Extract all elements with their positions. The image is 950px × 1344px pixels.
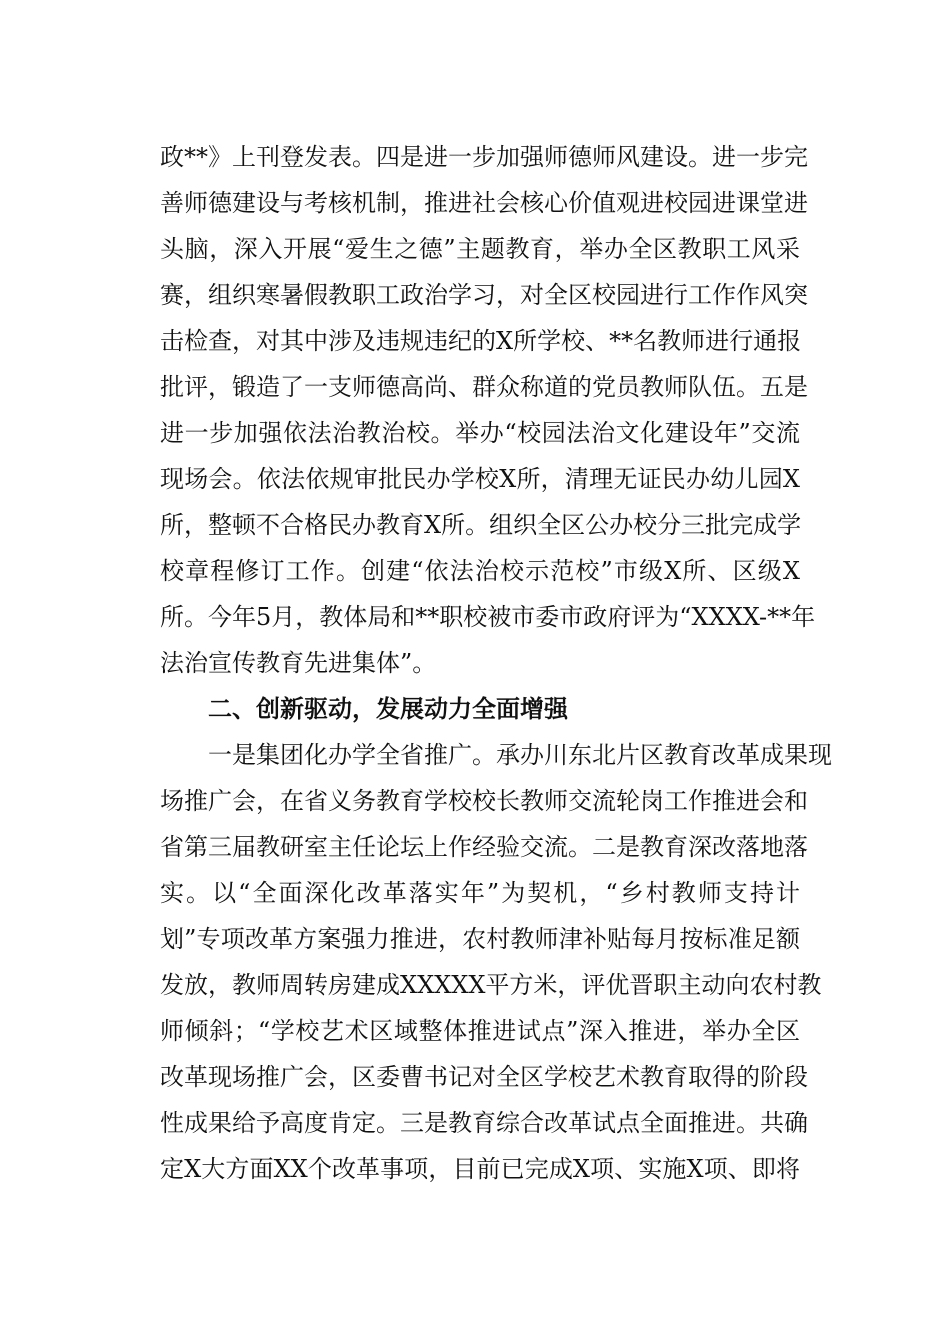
- paragraph-line: 赛，组织寒暑假教职工政治学习，对全区校园进行工作作风突: [160, 281, 808, 309]
- paragraph-line: 头脑，深入开展“爱生之德”主题教育，举办全区教职工风采: [160, 235, 800, 263]
- paragraph-line: 现场会。依法依规审批民办学校X所，清理无证民办幼儿园X: [160, 465, 800, 493]
- paragraph-line: 实。以“全面深化改革落实年”为契机，“乡村教师支持计: [160, 879, 800, 907]
- paragraph-line: 所，整顿不合格民办教育X所。组织全区公办校分三批完成学: [160, 511, 802, 539]
- section-heading: 二、创新驱动，发展动力全面增强: [208, 695, 568, 723]
- paragraph-line: 所。今年5月，教体局和**职校被市委市政府评为“XXXX-**年: [160, 603, 816, 631]
- paragraph-line: 省第三届教研室主任论坛上作经验交流。二是教育深改落地落: [160, 833, 808, 861]
- paragraph-line: 善师德建设与考核机制，推进社会核心价值观进校园进课堂进: [160, 189, 808, 217]
- paragraph-line: 政**》上刊登发表。四是进一步加强师德师风建设。进一步完: [160, 143, 808, 171]
- paragraph-line: 改革现场推广会，区委曹书记对全区学校艺术教育取得的阶段: [160, 1063, 808, 1091]
- paragraph-line: 击检查，对其中涉及违规违纪的X所学校、**名教师进行通报: [160, 327, 802, 355]
- paragraph-line: 划”专项改革方案强力推进，农村教师津补贴每月按标准足额: [160, 925, 800, 953]
- paragraph-line: 法治宣传教育先进集体”。: [160, 649, 437, 677]
- paragraph-line: 校章程修订工作。创建“依法治校示范校”市级X所、区级X: [160, 557, 800, 585]
- paragraph-line: 一是集团化办学全省推广。承办川东北片区教育改革成果现: [208, 741, 832, 769]
- paragraph-line: 批评，锻造了一支师德高尚、群众称道的党员教师队伍。五是: [160, 373, 808, 401]
- paragraph-line: 进一步加强依法治教治校。举办“校园法治文化建设年”交流: [160, 419, 800, 447]
- paragraph-line: 发放，教师周转房建成XXXXX平方米，评优晋职主动向农村教: [160, 971, 822, 999]
- paragraph-line: 定X大方面XX个改革事项，目前已完成X项、实施X项、即将: [160, 1155, 800, 1183]
- paragraph-line: 性成果给予高度肯定。三是教育综合改革试点全面推进。共确: [160, 1109, 808, 1137]
- paragraph-line: 场推广会，在省义务教育学校校长教师交流轮岗工作推进会和: [160, 787, 808, 815]
- paragraph-line: 师倾斜；“学校艺术区域整体推进试点”深入推进，举办全区: [160, 1017, 800, 1045]
